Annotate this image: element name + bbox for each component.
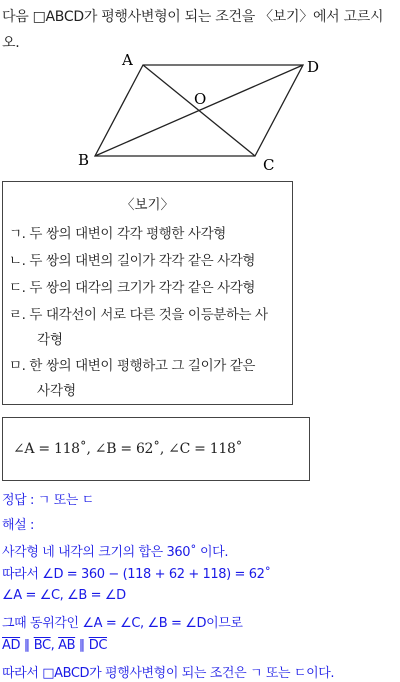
bogi-item-3: ㄷ. 두 쌍의 대각의 크기가 각각 같은 사각형 — [9, 280, 256, 296]
question-line-2: 오. — [2, 35, 20, 51]
bogi-item-4: ㄹ. 두 대각선이 서로 다른 것을 이등분하는 사 — [9, 307, 268, 323]
vertex-label-o: O — [194, 90, 207, 108]
parallel-symbol-2: ∥ — [75, 638, 89, 653]
solution-step-3: ∠A = ∠C, ∠B = ∠D — [2, 588, 126, 603]
solution-conclusion: 따라서 □ABCD가 평행사변형이 되는 조건은 ㄱ 또는 ㄷ이다. — [2, 666, 335, 681]
solution-step-2: 따라서 ∠D = 360 − (118 + 62 + 118) = 62˚ — [2, 567, 271, 582]
bogi-item-5: ㅁ. 한 쌍의 대변이 평행하고 그 길이가 같은 — [9, 358, 256, 374]
segment-dc: $\overline{DC}$ — [88, 638, 108, 653]
solution-step-1: 사각형 네 내각의 크기의 합은 360˚ 이다. — [2, 545, 229, 560]
bogi-item-2: ㄴ. 두 쌍의 대변의 길이가 각각 같은 사각형 — [9, 253, 256, 269]
bogi-item-5-cont: 사각형 — [37, 383, 77, 399]
question-text — [2, 4, 396, 56]
segment-ab: $\overline{AB}$ — [58, 638, 76, 653]
bogi-box — [2, 181, 293, 405]
segment-ad: $\overline{AD}$ — [2, 638, 21, 653]
parallelogram-figure — [0, 50, 400, 178]
vertex-label-c: C — [263, 156, 275, 174]
explanation-label: 해설 : — [2, 518, 35, 533]
vertex-label-a: A — [122, 51, 133, 69]
answer-line: 정답 : ㄱ 또는 ㄷ — [2, 493, 94, 508]
given-angles-box: ∠A = 118˚, ∠B = 62˚, ∠C = 118˚ — [2, 417, 310, 481]
segment-bc: $\overline{BC}$ — [33, 638, 51, 653]
question-line-1: 다음 □ABCD가 평행사변형이 되는 조건을 〈보기〉에서 고르시 — [2, 9, 384, 25]
vertex-label-d: D — [307, 58, 320, 76]
parallel-symbol-1: ∥ — [20, 638, 34, 653]
bogi-title: 〈보기〉 — [120, 197, 175, 213]
diagonal-bd — [95, 65, 303, 156]
bogi-item-1: ㄱ. 두 쌍의 대변이 각각 평행한 사각형 — [9, 226, 226, 242]
bogi-item-4-cont: 각형 — [37, 332, 64, 348]
separator: , — [50, 638, 59, 653]
vertex-label-b: B — [78, 151, 90, 169]
solution-step-5-parallel — [2, 638, 107, 653]
solution-step-4: 그때 동위각인 ∠A = ∠C, ∠B = ∠D이므로 — [2, 616, 243, 631]
